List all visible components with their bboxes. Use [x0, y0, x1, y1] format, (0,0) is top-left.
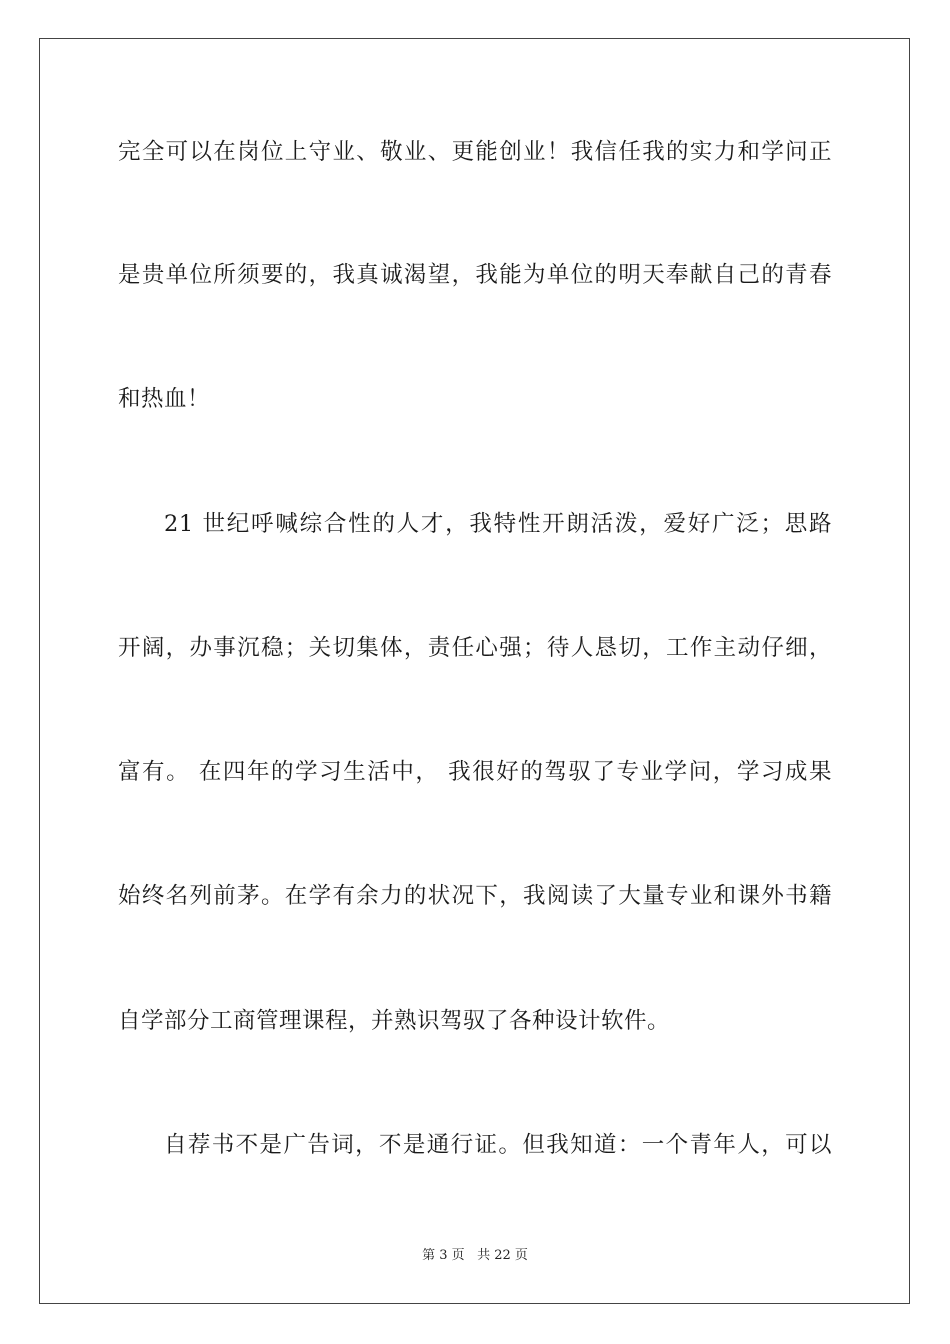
text-line-6: 富有。 在四年的学习生活中， 我很好的驾驭了专业学问，学习成果	[118, 759, 832, 785]
page-border	[39, 38, 910, 1304]
text-line-8: 自学部分工商管理课程，并熟识驾驭了各种设计软件。	[118, 1008, 671, 1034]
text-line-1: 完全可以在岗位上守业、敬业、更能创业！我信任我的实力和学问正	[118, 139, 832, 165]
page-footer	[0, 1247, 950, 1265]
page-number: 第 3 页	[422, 1248, 465, 1263]
text-line-3: 和热血！	[118, 386, 211, 412]
text-line-4: 21 世纪呼喊综合性的人才，我特性开朗活泼，爱好广泛；思路	[164, 511, 832, 537]
text-line-2: 是贵单位所须要的，我真诚渴望，我能为单位的明天奉献自己的青春	[118, 262, 832, 288]
page-total: 共 22 页	[477, 1248, 528, 1263]
text-line-9: 自荐书不是广告词，不是通行证。但我知道：一个青年人，可以	[164, 1132, 832, 1158]
text-line-5: 开阔，办事沉稳；关切集体，责任心强；待人恳切，工作主动仔细，	[118, 635, 832, 661]
text-line-7: 始终名列前茅。在学有余力的状况下，我阅读了大量专业和课外书籍	[118, 883, 832, 909]
